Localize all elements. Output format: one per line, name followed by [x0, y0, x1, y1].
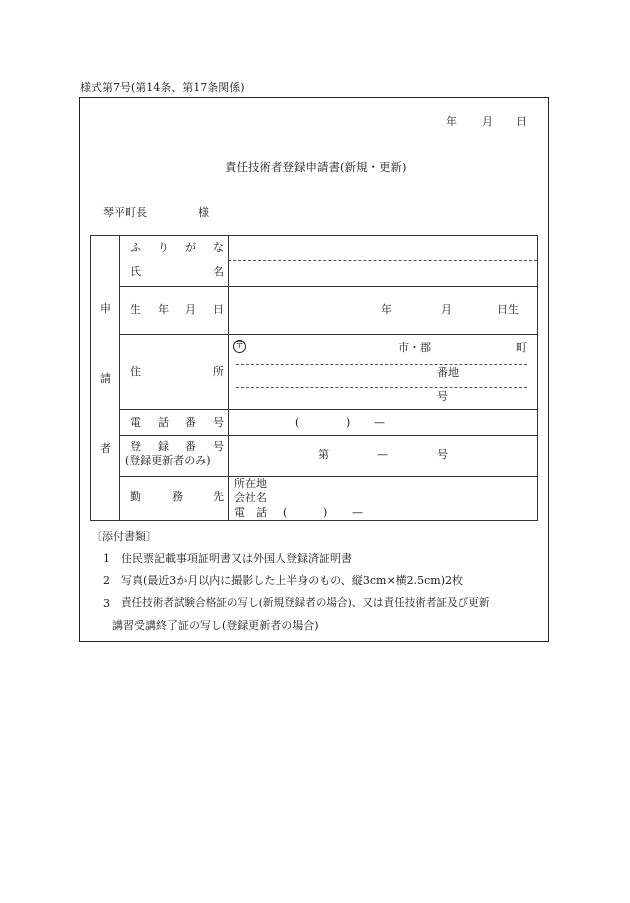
- address-go-label: 号: [437, 390, 448, 403]
- addressee-name: 琴平町長: [103, 206, 147, 219]
- furigana-label-char: が: [185, 241, 196, 254]
- furigana-label-char: な: [213, 241, 224, 254]
- form-title: 責任技術者登録申請書(新規・更新): [225, 160, 407, 174]
- attachment-text: 住民票記載事項証明書又は外国人登録済証明書: [121, 552, 352, 565]
- birthdate-day-label: 日生: [497, 303, 519, 316]
- furigana-label-char: り: [158, 241, 169, 254]
- phone-label-char: 号: [213, 416, 224, 429]
- attachment-text: 写真(最近3か月以内に撮影した上半身のもの、縦3cm×横2.5cm)2枚: [121, 574, 464, 587]
- registration-go-label: 号: [437, 448, 448, 461]
- furigana-divider: [228, 260, 537, 261]
- row-divider: [119, 334, 537, 335]
- birthdate-month-label: 月: [441, 303, 452, 316]
- registration-label-char: 録: [158, 440, 169, 453]
- attachment-number: 2: [103, 574, 110, 587]
- address-banchi-label: 番地: [437, 366, 459, 379]
- form-number: 様式第7号(第14条、第17条関係): [80, 81, 245, 94]
- attachment-number: 3: [103, 597, 110, 610]
- workplace-label-char: 務: [172, 490, 183, 503]
- date-day-label: 日: [516, 115, 527, 128]
- workplace-phone-dash: —: [352, 506, 363, 519]
- table-divider: [119, 236, 120, 520]
- applicant-table: [90, 235, 538, 521]
- workplace-location-label: 所在地: [234, 477, 267, 490]
- registration-label-char: 番: [185, 440, 196, 453]
- workplace-phone-label: 電 話: [234, 506, 267, 519]
- phone-open-paren: (: [295, 416, 300, 429]
- address-label-char: 住: [130, 365, 141, 378]
- phone-label-char: 番: [185, 416, 196, 429]
- address-divider: [236, 387, 527, 388]
- attachment-number: 1: [103, 552, 110, 565]
- address-label-char: 所: [213, 365, 224, 378]
- address-divider: [236, 364, 527, 365]
- addressee-honorific: 様: [198, 206, 209, 219]
- name-label-char: 氏: [130, 265, 141, 278]
- table-divider: [228, 236, 229, 520]
- attachments-heading: 〔添付書類〕: [91, 530, 157, 543]
- row-divider: [119, 409, 537, 410]
- postal-mark-icon: 〒: [234, 341, 244, 351]
- registration-label-char: 登: [130, 440, 141, 453]
- birthdate-label-char: 生: [130, 303, 141, 316]
- date-year-label: 年: [446, 115, 457, 128]
- registration-note: (登録更新者のみ): [125, 454, 211, 467]
- registration-label-char: 号: [213, 440, 224, 453]
- workplace-phone-close-paren: ): [323, 506, 328, 519]
- address-city-label: 市・郡: [398, 341, 431, 354]
- applicant-label-char: 申: [100, 302, 111, 315]
- birthdate-label-char: 日: [213, 303, 224, 316]
- workplace-label-char: 先: [213, 490, 224, 503]
- date-month-label: 月: [482, 115, 493, 128]
- phone-label-char: 電: [130, 416, 141, 429]
- furigana-label-char: ふ: [130, 241, 141, 254]
- birthdate-year-label: 年: [381, 303, 392, 316]
- phone-close-paren: ): [346, 416, 351, 429]
- row-divider: [119, 435, 537, 436]
- birthdate-label-char: 月: [185, 303, 196, 316]
- address-town-label: 町: [516, 341, 527, 354]
- attachment-text: 責任技術者試験合格証の写し(新規登録者の場合)、又は責任技術者証及び更新: [121, 597, 490, 609]
- attachment-text-continued: 講習受講終了証の写し(登録更新者の場合): [112, 619, 319, 632]
- applicant-label-char: 者: [100, 442, 111, 455]
- registration-dai-label: 第: [318, 448, 329, 461]
- applicant-label-char: 請: [100, 372, 111, 385]
- phone-dash: —: [374, 416, 385, 429]
- workplace-company-label: 会社名: [234, 491, 267, 504]
- row-divider: [119, 286, 537, 287]
- phone-label-char: 話: [158, 416, 169, 429]
- workplace-label-char: 勤: [130, 490, 141, 503]
- registration-dash: —: [377, 448, 388, 461]
- row-divider: [119, 476, 537, 477]
- name-label-char: 名: [213, 265, 224, 278]
- workplace-phone-open-paren: (: [283, 506, 288, 519]
- birthdate-label-char: 年: [158, 303, 169, 316]
